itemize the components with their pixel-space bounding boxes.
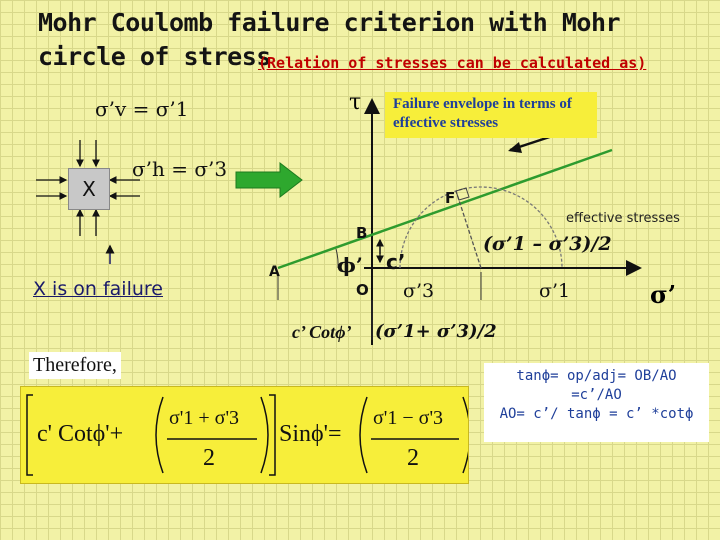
point-o-label: O xyxy=(356,281,369,299)
formula-den2: 2 xyxy=(407,445,419,471)
point-f-label: F xyxy=(445,189,456,207)
phi-label: ϕ’ xyxy=(337,253,363,277)
green-arrow xyxy=(236,163,302,197)
envelope-box: Failure envelope in terms of effective stresses xyxy=(385,92,597,138)
tan-line-2: =c’/AO xyxy=(571,387,622,403)
formula-term1: c' Cotϕ'+ xyxy=(37,421,124,447)
sigma3-label: σ’3 xyxy=(403,280,435,302)
sigma1-label: σ’1 xyxy=(539,280,571,302)
tan-line-1: tanϕ= op/adj= OB/AO xyxy=(516,368,677,384)
title-line-1: Mohr Coulomb failure criterion with Mohr xyxy=(38,8,621,37)
effective-stresses-label: effective stresses xyxy=(566,211,680,226)
point-b-label: B xyxy=(356,224,368,242)
radius-label: (σ’1 – σ’3)/2 xyxy=(483,233,612,255)
formula-sin: Sinϕ'= xyxy=(279,421,342,447)
formula-box xyxy=(20,386,469,484)
failure-caption: X is on failure xyxy=(33,278,163,300)
center-label: (σ’1+ σ’3)/2 xyxy=(375,321,497,342)
title-line-2: circle of stress xyxy=(38,42,271,71)
stress-element: X xyxy=(68,168,110,210)
sigma-axis-label: σ’ xyxy=(650,280,677,309)
mohr-circle xyxy=(400,187,562,268)
point-a-label: A xyxy=(269,264,280,280)
radius-line xyxy=(456,191,481,268)
cot-label: c’ Cotϕ’ xyxy=(292,322,352,342)
formula-num1: σ'1 + σ'3 xyxy=(169,407,240,429)
c-label: c’ xyxy=(386,250,406,274)
sigma-h-equation: σ’h = σ’3 xyxy=(132,157,228,181)
sigma-v-equation: σ’v = σ’1 xyxy=(95,97,189,121)
therefore-label: Therefore, xyxy=(29,352,121,379)
tan-box xyxy=(484,363,709,442)
title-note: (Relation of stresses can be calculated as) xyxy=(258,54,647,72)
tan-line-3: AO= c’/ tanϕ = c’ *cotϕ xyxy=(499,406,694,422)
formula-num2: σ'1 − σ'3 xyxy=(373,407,444,429)
formula-den1: 2 xyxy=(203,445,215,471)
right-angle-marker xyxy=(456,188,469,200)
tau-label: τ xyxy=(349,90,362,115)
